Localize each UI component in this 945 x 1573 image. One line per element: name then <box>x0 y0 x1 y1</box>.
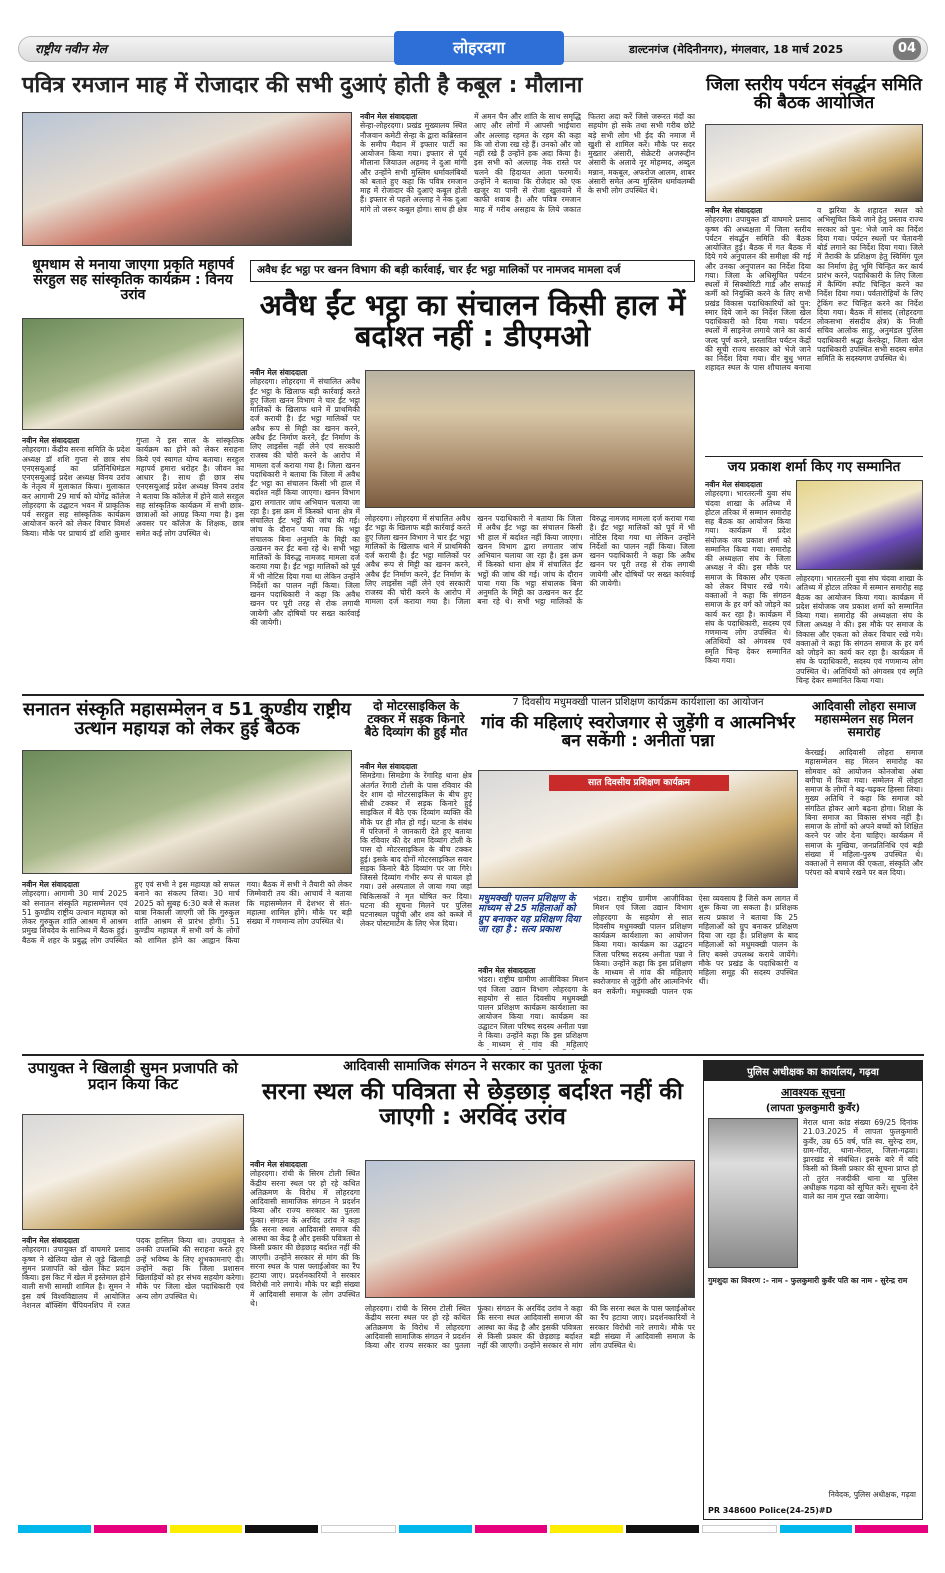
sarhul-text: लोहरदगा। केंद्रीय सरना समिति के प्रदेश अध्यक्ष डॉ शशि गुप्ता से छात्र संघ एनएसयूआई का प्रतिनिधिमंडल एनएसयूआई प्रदेश अध्यक्ष विनय उरांव के नेतृत्व में मुलाकात किया। मुलाकात कर आगामी 29 मार्च को योगेंद्र कॉलेज लोहरदगा के उद्घाटन भवन में प्राकृतिक पर्व सरहुल सह सांस्कृतिक कार्यक्रम आयोजन करने को लेकर विचार विमर्श किया। मौके पर प्राचार्य डॉ शशि कुमार गुप्ता ने इस साल के सांस्कृतिक कार्यक्रम का होने को लेकर सराहना किये एवं स्वागत योग्य बताया। सरहुल महापर्व हमारा धरोहर है। जीवन का आधार है। साथ ही छात्र संघ एनएसयूआई प्रदेश अध्यक्ष विनय उरांव ने बताया कि कॉलेज में होने वाले सरहुल सह सांस्कृतिक कार्यक्रम में सभी छात्र-छात्राओं को आग्रह किया गया है। इस अवसर पर कॉलेज के शिक्षक, छात्र समेत कई लोग उपस्थित थे। <box>22 436 244 538</box>
police-notice <box>703 1060 923 1520</box>
kiln-body-right <box>365 514 695 690</box>
notice-office: पुलिस अधीक्षक का कार्यालय, गढ़वा <box>704 1061 922 1081</box>
kiln-body-left <box>250 368 360 690</box>
women-banner: सात दिवसीय प्रशिक्षण कार्यक्रम <box>549 775 729 791</box>
women-pullquote: मधुमक्खी पालन प्रशिक्षण के माध्यम से 25 महिलाओं को ग्रुप बनाकर यह प्रशिक्षण दिया जा रहा है : सत्य प्रकाश <box>478 893 581 935</box>
notice-text: मेराल थाना कांड संख्या 69/25 दिनांक 21.03.2025 में लापता फुलकुमारी कुवँर, उम्र 65 वर्ष, पति स्व. सुरेन्द्र राम, ग्राम-गोंदा, थाना-मेराल, जिला-गढ़वा। झारखंड से संबंधित। इसके बारे में यदि किसी को किसी प्रकार की सूचना प्राप्त हो तो तुरंत नजदीकी थाना या पुलिस अधीक्षक गढ़वा को सूचित करें। सूचना देने वाले का नाम गुप्त रखा जायेगा। <box>803 1118 918 1201</box>
section-divider-2 <box>22 1054 924 1056</box>
ramzan-text: सेन्हा-लोहरदगा। प्रखंड मुख्यालय स्थित नौजवान कमेटी सेन्हा के द्वारा कब्रिस्तान के समीप मैदान में इफ्तार पार्टी का आयोजन किया गया। इफ्तार से पूर्व मौलाना जियाउल अहमद ने दुआ मांगी और उन्होंने सभी मुस्लिम धर्मावलंबियों को बताते हुए कहा कि पवित्र रमजान माह में रोजादार की दुआएं कबूल होती हैं। इफ्तार से पहले अल्लाह ने नेक दुआ मांगे तो जरूर कबूल होगा। साथ ही क्षेत्र में अमन चैन और शांति के साथ समृद्धि आए और लोगों में आपसी भाईचारा और अल्लाह रहमत के रहम की कहा कि जो रोजा रख रहे हैं। उनको और जो नहीं रखे हैं उन्होंने हक अदा किया है। इस सभी को अल्लाह नेक रास्ते पर चलने की हिदायत आता फरमायें। उन्होंने ने बताया कि रोजेदार को एक खजूर या पानी से रोजा खुलवाने में काफी शवाब है। और पवित्र रमजान माह में गरीब असहाय के लिये जकात फितरा अदा करें जिसे जरूरत मंदों का सहयोग हो सके तथा सभी गरीब छोटे बड़े सभी लोग भी ईद की नमाज में खुशी से शामिल करें। मौके पर सदर मुख्तार अंसारी, सेक्रेटरी अजरूद्दीन अंसारी के अलावे नूर मोहम्मद, अब्दुल मन्नान, मकबूल, अफरोज आलम, शाबर अंसारी समेत अन्य मुस्लिम धर्मावलम्बी के सभी लोग उपस्थित थे। <box>360 112 695 214</box>
awards-byline: नवीन मेल संवाददाता <box>705 480 763 489</box>
notice-sign: निवेदक, पुलिस अधीक्षक, गढ़वा <box>828 1489 916 1499</box>
section-title: लोहरदगा <box>394 31 564 65</box>
sarna-kicker: आदिवासी सामाजिक संगठन ने सरकार का पुतला फूंका <box>343 1059 602 1074</box>
notice-title: आवश्यक सूचना <box>780 1086 846 1099</box>
tourism-text: लोहरदगा। उपायुक्त डॉ वाघमारे प्रसाद कृष्ण की अध्यक्षता में जिला स्तरीय पर्यटन संवर्द्धन समिति की बैठक आयोजित हुई। बैठक में गत बैठक में दिये गये अनुपालन की समीक्षा की गई और उनका अनुपालन का निर्देश दिया गया। जिला के अधिसूचित पर्यटन स्थलों में सिक्योरिटी गार्ड और सफाई कर्मी को नियुक्ति करने के लिए सभी प्रखंड विकास पदाधिकारियों को पुन: स्मार दिये जाने का निर्देश जिला खेल पदाधिकारी को दिया गया। पर्यटन स्थलों में साइनेज लगाये जाने का कार्य जल्द पूर्ण करने, प्रस्तावित पर्यटन केंद्रों की सूची राज्य सरकार को भेजे जाने का निर्देश दिया गया। वीर बुधु भगत शहादत स्थल के पास शौचालय बनाया व झरिया के शहादत स्थल को अभिसूचित किये जाने हेतु प्रस्ताव राज्य सरकार को पुन: भेजे जाने का निर्देश दिया गया। पर्यटन स्थलों पर चेतावनी बोर्ड लगाने का निर्देश दिया गया। जिले में तैराकी के प्रशिक्षण हेतु स्विमिंग पूल का निर्माण हेतु भूमि चिन्हित कर कार्य प्रारंभ करने, पदाधिकारी के लिए जिला में कैम्पिंग स्पॉट चिन्हित करने का निर्देश दिया गया। पर्वतारोहियों के लिए ट्रेकिंग रूट चिन्हित करने का निर्देश दिया गया। बैठक में सांसद (लोहरदगा लोकसभा संसदीय क्षेत्र) के निजी सचिव आलोक साहू, अनुमंडल पुलिस पदाधिकारी श्रद्धा केरकेट्टा, जिला खेल पदाधिकारी उपस्थित सभी सदस्य समेत समिति के सदस्यगण उपस्थित थे। <box>705 206 923 373</box>
accident-body <box>360 762 472 1050</box>
kit-text: लोहरदगा। उपायुक्त डॉ वाघमारे प्रसाद कृष्ण ने खेलिया खेल से जुड़े खिलाड़ी सुमन प्रजापति को खेल किट प्रदान किया। इस किट में खेल में इस्तेमाल होने वाली सभी सामग्री शामिल है। सुमन ने इस वर्ष विश्वविद्यालय में आयोजित नेशनल बॉक्सिंग चैंपियनशिप में रजत पदक हासिल किया था। उपायुक्त ने उनकी उपलब्धि की सराहना करते हुए उन्हें भविष्य के लिए शुभकामनाएं दी। उन्होंने कहा कि जिला प्रशासन खिलाड़ियों को हर संभव सहयोग करेगा। मौके पर जिला खेल पदाधिकारी एवं अन्य लोग उपस्थित थे। <box>22 1236 244 1310</box>
tourism-byline: नवीन मेल संवाददाता <box>705 206 763 215</box>
sarna-headline: सरना स्थल की पवित्रता से छेड़छाड़ बर्दाश्त नहीं की जाएगी : अरविंद उरांव <box>262 1079 683 1130</box>
awards-text-cont: लोहरदगा। भारतरत्नी युवा संघ चंदवा शाखा के अतिथ्य में होटल तरिका में सम्मान समारोह सह बैठक का आयोजन किया गया। कार्यक्रम में प्रदेश संयोजक जय प्रकाश शर्मा को सम्मानित किया गया। समारोह की अध्यक्षता संघ के जिला अध्यक्ष ने की। इस मौके पर समाज के विकास और एकता को लेकर विचार रखे गये। वक्ताओं ने कहा कि संगठन समाज के हर वर्ग को जोड़ने का कार्य कर रहा है। कार्यक्रम में संघ के पदाधिकारी, सदस्य एवं गणमान्य लोग उपस्थित थे। अतिथियों को अंगवस्त्र एवं स्मृति चिन्ह देकर सम्मानित किया गया। <box>796 574 923 685</box>
women-body-left <box>478 966 588 1050</box>
women-photo <box>478 770 798 888</box>
kit-body <box>22 1236 244 1520</box>
notice-details: गुमशुदा का विवरण :- नाम - फुलकुमारी कुवँर पति का नाम - सुरेन्द्र राम <box>708 1276 908 1285</box>
sarna-photo <box>365 1160 695 1298</box>
sarhul-byline: नवीन मेल संवाददाता <box>22 436 80 445</box>
kiln-photo <box>365 370 695 508</box>
sarhul-body <box>22 436 244 690</box>
ramzan-photo <box>22 112 352 246</box>
awards-headline: जय प्रकाश शर्मा किए गए सम्मानित <box>705 456 923 475</box>
women-text: भंडरा। राष्ट्रीय ग्रामीण आजीविका मिशन एवं जिला उद्यान विभाग लोहरदगा के सहयोग से सात दिवसीय मधुमक्खी पालन प्रशिक्षण कार्यक्रम कार्यशाला का आयोजन किया गया। कार्यक्रम का उद्घाटन जिला परिषद सदस्य अनीता पन्ना ने किया। उन्होंने कहा कि इस प्रशिक्षण के माध्यम से गांव की महिलाएं <box>478 975 588 1049</box>
kiln-headline: अवैध ईंट भट्ठा का संचालन किसी हाल में बर्दाश्त नहीं : डीएमओ <box>259 288 686 354</box>
awards-body-cont <box>796 574 923 690</box>
tourism-photo <box>705 124 923 202</box>
color-registration-strip <box>18 1525 928 1533</box>
ramzan-body <box>360 112 695 246</box>
accident-headline: दो मोटरसाइकिल के टक्कर में सड़क किनारे बैठे दिव्यांग की हुई मौत <box>364 699 468 739</box>
ramzan-headline: पवित्र रमजान माह में रोजादार की सभी दुआएं होती है कबूल : मौलाना <box>22 73 583 98</box>
sanatan-byline: नवीन मेल संवाददाता <box>22 880 80 889</box>
women-headline: गांव की महिलाएं स्वरोजगार से जुड़ेंगी व आत्मनिर्भर बन सकेंगी : अनीता पन्ना <box>481 713 795 752</box>
sanatan-headline: सनातन संस्कृति महासम्मेलन व 51 कुण्डीय राष्ट्रीय उत्थान महायज्ञ को लेकर हुई बैठक <box>23 699 351 740</box>
women-byline: नवीन मेल संवाददाता <box>478 966 536 975</box>
accident-byline: नवीन मेल संवाददाता <box>360 762 418 771</box>
tourism-headline: जिला स्तरीय पर्यटन संवर्द्धन समिति की बैठक आयोजित <box>706 75 922 114</box>
section-divider <box>22 694 924 696</box>
kiln-kicker: अवैध ईंट भट्ठा पर खनन विभाग की बड़ी कार्रवाई, चार ईंट भट्ठा मालिकों पर नामजद मामला दर्ज <box>250 260 695 282</box>
tourism-body <box>705 206 923 451</box>
sanatan-photo <box>22 750 352 874</box>
sanatan-text: लोहरदगा। आगामी 30 मार्च 2025 को सनातन संस्कृति महासम्मेलन एवं 51 कुण्डीय राष्ट्रीय उत्थान महायज्ञ को लेकर गुरुकुल शांति आश्रम में आश्रम प्रमुख शिवदेव के सानिध्य में बैठक हुई। बैठक में शहर के प्रबुद्ध लोग उपस्थित हुए एवं सभी ने इस महायज्ञ को सफल बनाने का संकल्प लिया। 30 मार्च 2025 को सुबह 6:30 बजे से कलश यात्रा निकाली जाएगी जो कि गुरुकुल शांति आश्रम से प्रारंभ होगी। 51 कुण्डीय महायज्ञ में सभी वर्ग के लोगों को शामिल होने का आह्वान किया गया। बैठक में सभी ने तैयारी को लेकर जिम्मेवारी तय की। आचार्य ने बताया कि महासम्मेलन में देशभर से संत-महात्मा शामिल होंगे। मौके पर बड़ी संख्या में गणमान्य लोग उपस्थित थे। <box>22 880 352 945</box>
sarna-body-left <box>250 1160 360 1520</box>
kit-headline: उपायुक्त ने खिलाड़ी सुमन प्रजापति को प्रदान किया किट <box>28 1059 238 1094</box>
awards-text: लोहरदगा। भारतरत्नी युवा संघ चंदवा शाखा के अतिथ्य में होटल तरिका में सम्मान समारोह सह बैठक का आयोजन किया गया। कार्यक्रम में प्रदेश संयोजक जय प्रकाश शर्मा को सम्मानित किया गया। समारोह की अध्यक्षता संघ के जिला अध्यक्ष ने की। इस मौके पर समाज के विकास और एकता को लेकर विचार रखे गये। वक्ताओं ने कहा कि संगठन समाज के हर वर्ग को जोड़ने का कार्य कर रहा है। कार्यक्रम में संघ के पदाधिकारी, सदस्य एवं गणमान्य लोग उपस्थित थे। अतिथियों को अंगवस्त्र एवं स्मृति चिन्ह देकर सम्मानित किया गया। <box>705 489 791 665</box>
kit-byline: नवीन मेल संवाददाता <box>22 1236 80 1245</box>
missing-person-photo <box>708 1118 798 1268</box>
ramzan-byline: नवीन मेल संवाददाता <box>360 112 418 121</box>
sarna-text: लोहरदगा। रांची के सिरम टोली स्थित केंद्रीय सरना स्थल पर हो रहे कथित अतिक्रमण के विरोध में लोहरदगा आदिवासी सामाजिक संगठन ने प्रदर्शन किया और राज्य सरकार का पुतला फूंका। संगठन के अरविंद उरांव ने कहा कि सरना स्थल आदिवासी समाज की आस्था का केंद्र है और इसकी पवित्रता से किसी प्रकार की छेड़छाड़ बर्दाश्त नहीं की जाएगी। उन्होंने सरकार से मांग की कि सरना स्थल के पास फ्लाईओवर का रैंप हटाया जाए। प्रदर्शनकारियों ने सरकार विरोधी नारे लगाये। मौके पर बड़ी संख्या में आदिवासी समाज के लोग उपस्थित थे। <box>250 1169 360 1308</box>
awards-photo <box>796 480 923 570</box>
sarna-body-right <box>365 1304 695 1520</box>
sarhul-headline: धूमधाम से मनाया जाएगा प्रकृति महापर्व सरहुल सह सांस्कृतिक कार्यक्रम : विनय उरांव <box>32 257 234 304</box>
notice-subtitle: (लापता फुलकुमारी कुवँर) <box>765 1103 861 1114</box>
dateline: डाल्टनगंज (मेदिनीनगर), मंगलवार, 18 मार्च 2025 <box>629 43 844 56</box>
sanatan-body <box>22 880 352 1050</box>
sarna-byline: नवीन मेल संवाददाता <box>250 1160 308 1169</box>
newspaper-brand: राष्ट्रीय नवीन मेल <box>35 42 107 56</box>
kiln-text: लोहरदगा। लोहरदगा में संचालित अवैध ईंट भट्ठा के खिलाफ बड़ी कार्रवाई करते हुए जिला खनन विभाग ने चार ईंट भट्ठा मालिकों के खिलाफ थाने में प्राथमिकी दर्ज करायी है। ईंट भट्ठा मालिकों पर अवैध रूप से मिट्टी का खनन करने, अवैध ईंट निर्माण करने, ईंट निर्माण के लिए लाइसेंस नहीं लेने एवं सरकारी राजस्व की चोरी करने के आरोप में मामला दर्ज कराया गया है। जिला खनन पदाधिकारी ने बताया कि जिला में अवैध ईंट भट्ठा का संचालन किसी भी हाल में बर्दाश्त नहीं किया जाएगा। खनन विभाग द्वारा लगातार जांच अभियान चलाया जा रहा है। इस क्रम में किस्को थाना क्षेत्र में संचालित ईंट भट्ठों की जांच की गई। जांच के दौरान पाया गया कि भट्ठा संचालक बिना अनुमति के मिट्टी का उत्खनन कर ईंट बना रहे थे। सभी भट्ठा मालिकों के विरुद्ध नामजद मामला दर्ज कराया गया है। ईंट भट्ठा मालिकों को पूर्व में भी नोटिस दिया गया था लेकिन उन्होंने निर्देशों का पालन नहीं किया। जिला खनन पदाधिकारी ने कहा कि अवैध खनन पर पूरी तरह से रोक लगायी जायेगी और दोषियों पर सख्त कार्रवाई की जायेगी। <box>250 377 360 627</box>
sarhul-photo <box>22 318 244 430</box>
kit-photo <box>22 1114 244 1230</box>
women-kicker: 7 दिवसीय मधुमक्खी पालन प्रशिक्षण कार्यक्रम कार्यशाला का आयोजन <box>512 697 764 708</box>
women-body-right <box>593 894 798 1050</box>
women-text-cont: भंडरा। राष्ट्रीय ग्रामीण आजीविका मिशन एवं जिला उद्यान विभाग लोहरदगा के सहयोग से सात दिवसीय मधुमक्खी पालन प्रशिक्षण कार्यक्रम कार्यशाला का आयोजन किया गया। कार्यक्रम का उद्घाटन जिला परिषद सदस्य अनीता पन्ना ने किया। उन्होंने कहा कि इस प्रशिक्षण के माध्यम से गांव की महिलाएं स्वरोजगार से जुड़ेंगी और आत्मनिर्भर बन सकेंगी। मधुमक्खी पालन एक ऐसा व्यवसाय है जिसे कम लागत में शुरू किया जा सकता है। प्रशिक्षक सत्य प्रकाश ने बताया कि 25 महिलाओं को ग्रुप बनाकर प्रशिक्षण दिया जा रहा है। प्रशिक्षण के बाद महिलाओं को मधुमक्खी पालन के लिए बक्से उपलब्ध कराये जायेंगे। मौके पर प्रखंड के पदाधिकारी व महिला समूह की सदस्य उपस्थित थीं। <box>593 894 798 996</box>
adivasi-headline: आदिवासी लोहरा समाज महासम्मेलन सह मिलन समारोह <box>811 699 917 739</box>
kiln-text-cont: लोहरदगा। लोहरदगा में संचालित अवैध ईंट भट्ठा के खिलाफ बड़ी कार्रवाई करते हुए जिला खनन विभाग ने चार ईंट भट्ठा मालिकों के खिलाफ थाने में प्राथमिकी दर्ज करायी है। ईंट भट्ठा मालिकों पर अवैध रूप से मिट्टी का खनन करने, अवैध ईंट निर्माण करने, ईंट निर्माण के लिए लाइसेंस नहीं लेने एवं सरकारी राजस्व की चोरी करने के आरोप में मामला दर्ज कराया गया है। जिला खनन पदाधिकारी ने बताया कि जिला में अवैध ईंट भट्ठा का संचालन किसी भी हाल में बर्दाश्त नहीं किया जाएगा। खनन विभाग द्वारा लगातार जांच अभियान चलाया जा रहा है। इस क्रम में किस्को थाना क्षेत्र में संचालित ईंट भट्ठों की जांच की गई। जांच के दौरान पाया गया कि भट्ठा संचालक बिना अनुमति के मिट्टी का उत्खनन कर ईंट बना रहे थे। सभी भट्ठा मालिकों के विरुद्ध नामजद मामला दर्ज कराया गया है। ईंट भट्ठा मालिकों को पूर्व में भी नोटिस दिया गया था लेकिन उन्होंने निर्देशों का पालन नहीं किया। जिला खनन पदाधिकारी ने कहा कि अवैध खनन पर पूरी तरह से रोक लगायी जायेगी और दोषियों पर सख्त कार्रवाई की जायेगी। <box>365 514 695 607</box>
masthead <box>18 36 928 62</box>
sarna-text-cont: लोहरदगा। रांची के सिरम टोली स्थित केंद्रीय सरना स्थल पर हो रहे कथित अतिक्रमण के विरोध में लोहरदगा आदिवासी सामाजिक संगठन ने प्रदर्शन किया और राज्य सरकार का पुतला फूंका। संगठन के अरविंद उरांव ने कहा कि सरना स्थल आदिवासी समाज की आस्था का केंद्र है और इसकी पवित्रता से किसी प्रकार की छेड़छाड़ बर्दाश्त नहीं की जाएगी। उन्होंने सरकार से मांग की कि सरना स्थल के पास फ्लाईओवर का रैंप हटाया जाए। प्रदर्शनकारियों ने सरकार विरोधी नारे लगाये। मौके पर बड़ी संख्या में आदिवासी समाज के लोग उपस्थित थे। <box>365 1304 695 1350</box>
page-number: 04 <box>893 38 921 60</box>
accident-text: सिमडेगा। सिमडेगा के रेंगारिह थाना क्षेत्र अंतर्गत रेंगारी टोली के पास रविवार की देर शाम दो मोटरसाइकिल के बीच हुए सीधी टक्कर में सड़क किनारे हुई साइकिल में बैठे एक दिव्यांग व्यक्ति की मौके पर ही मौत हो गई। घटना के संबंध में परिजनों ने जानकारी देते हुए बताया कि रविवार की देर शाम दिव्यांग टोली के पास दो मोटरसाइकिल के बीच टक्कर हुई। इसके बाद दोनों मोटरसाइकिल सवार सड़क किनारे बैठे दिव्यांग पर जा गिरे। जिससे दिव्यांग गंभीर रूप से घायल हो गया। उसे अस्पताल ले जाया गया जहां चिकित्सकों ने मृत घोषित कर दिया। घटना की सूचना मिलने पर पुलिस घटनास्थल पहुंची और शव को कब्जे में लेकर पोस्टमार्टम के लिए भेज दिया। <box>360 771 472 929</box>
adivasi-body <box>805 748 923 1050</box>
notice-code: PR 348600 Police(24-25)#D <box>708 1506 833 1515</box>
adivasi-text: केरखई। आदिवासी लोहरा समाज महासम्मेलन सह मिलन समारोह का सोमवार को आयोजन कोनजोबा अंबा बगीचा में किया गया। सम्मेलन में लोहरा समाज के लोगों ने बढ़-चढ़कर हिस्सा लिया। मुख्य अतिथि ने कहा कि समाज को संगठित होकर आगे बढ़ना होगा। शिक्षा के बिना समाज का विकास संभव नहीं है। समाज के लोगों को अपने बच्चों को शिक्षित करने पर जोर देना चाहिए। कार्यक्रम में समाज के मुखिया, जनप्रतिनिधि एवं बड़ी संख्या में महिला-पुरुष उपस्थित थे। वक्ताओं ने समाज की एकता, संस्कृति और परंपरा को बचाये रखने पर बल दिया। <box>805 748 923 878</box>
awards-body <box>705 480 791 690</box>
kiln-byline: नवीन मेल संवाददाता <box>250 368 308 377</box>
